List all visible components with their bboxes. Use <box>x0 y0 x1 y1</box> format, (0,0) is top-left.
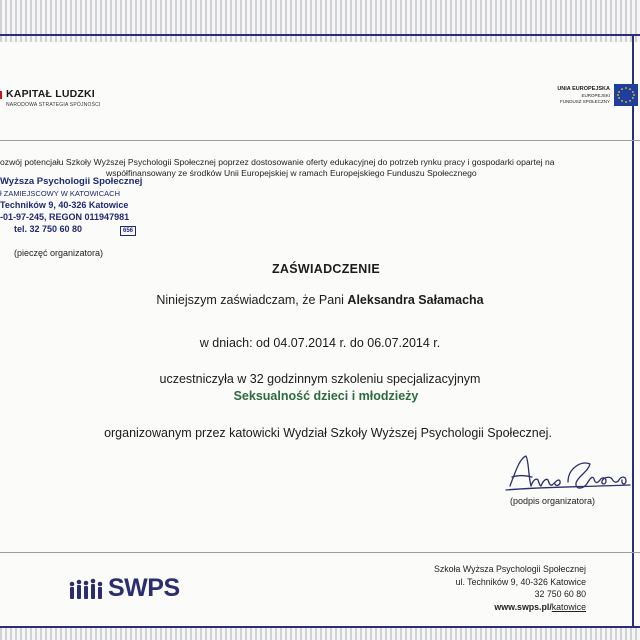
swps-logo-text: SWPS <box>108 574 180 602</box>
stamp-caption: (pieczęć organizatora) <box>14 248 104 258</box>
stamp-line2: ł ZAMIEJSCOWY W KATOWICACH <box>0 189 121 198</box>
stamp-line4: -01-97-245, REGON 011947981 <box>0 212 130 222</box>
participation-text: uczestniczyła w 32 godzinnym szkoleniu specjalizacyjnym <box>159 372 481 386</box>
certificate-intro-line <box>0 293 640 307</box>
eu-logo-line3: FUNDUSZ SPOŁECZNY <box>559 99 610 104</box>
stamp-line5: tel. 32 750 60 80 <box>14 224 83 234</box>
top-decorative-border <box>0 0 640 42</box>
eu-logo-line1: UNIA EUROPEJSKA <box>557 86 610 92</box>
program-logo-subtitle: NARODOWA STRATEGIA SPÓJNOŚCI <box>6 102 101 108</box>
website-city[interactable]: katowice <box>551 601 586 612</box>
bottom-decorative-border <box>0 628 640 640</box>
organizer-stamp <box>0 176 142 240</box>
organizer-signature-icon <box>498 450 638 496</box>
eu-logo <box>557 84 638 108</box>
header-divider <box>0 140 640 141</box>
eu-flag-icon <box>614 84 638 106</box>
signature-caption: (podpis organizatora) <box>510 496 596 506</box>
swps-people-icon <box>68 576 106 606</box>
address-line2: ul. Techników 9, 40-326 Katowice <box>455 576 586 587</box>
program-logo-mark-icon <box>0 91 2 99</box>
stamp-code: 656 <box>120 226 136 236</box>
course-name: Seksualność dzieci i młodzieży <box>233 389 419 403</box>
eu-logo-line2: EUROPEJSKI <box>581 93 610 98</box>
footer-website[interactable] <box>434 601 586 614</box>
certificate-title: ZAŚWIADCZENIE <box>271 262 381 276</box>
course-dates: w dniach: od 04.07.2014 r. do 06.07.2014 r. <box>199 336 441 350</box>
participant-name: Aleksandra Sałamacha <box>347 293 484 307</box>
address-line1: Szkoła Wyższa Psychologii Społecznej <box>434 564 586 574</box>
footer-address <box>434 563 586 613</box>
project-note-line2: współfinansowany ze środków Unii Europejskiej w ramach Europejskiego Funduszu Społecznego <box>106 168 477 178</box>
eu-stars-icon <box>614 84 638 106</box>
address-phone: 32 750 60 80 <box>534 589 586 599</box>
swps-logo <box>68 574 188 604</box>
certificate-intro: Niniejszym zaświadczam, że Pani <box>156 293 344 307</box>
footer-divider <box>0 552 640 553</box>
organizer-text: organizowanym przez katowicki Wydział Szkoły Wyższej Psychologii Społecznej. <box>104 426 552 440</box>
stamp-line3: Techników 9, 40-326 Katowice <box>0 200 129 210</box>
stamp-line1: Wyższa Psychologii Społecznej <box>0 176 143 187</box>
project-note-line1: ozwój potencjału Szkoły Wyższej Psychologii Społecznej poprzez dostosowanie oferty edukacyjnej do potrzeb rynku pracy i gospodarki opartej na <box>0 157 555 167</box>
website-main[interactable]: www.swps.pl/ <box>494 601 552 612</box>
program-logo-title: KAPITAŁ LUDZKI <box>6 88 95 100</box>
